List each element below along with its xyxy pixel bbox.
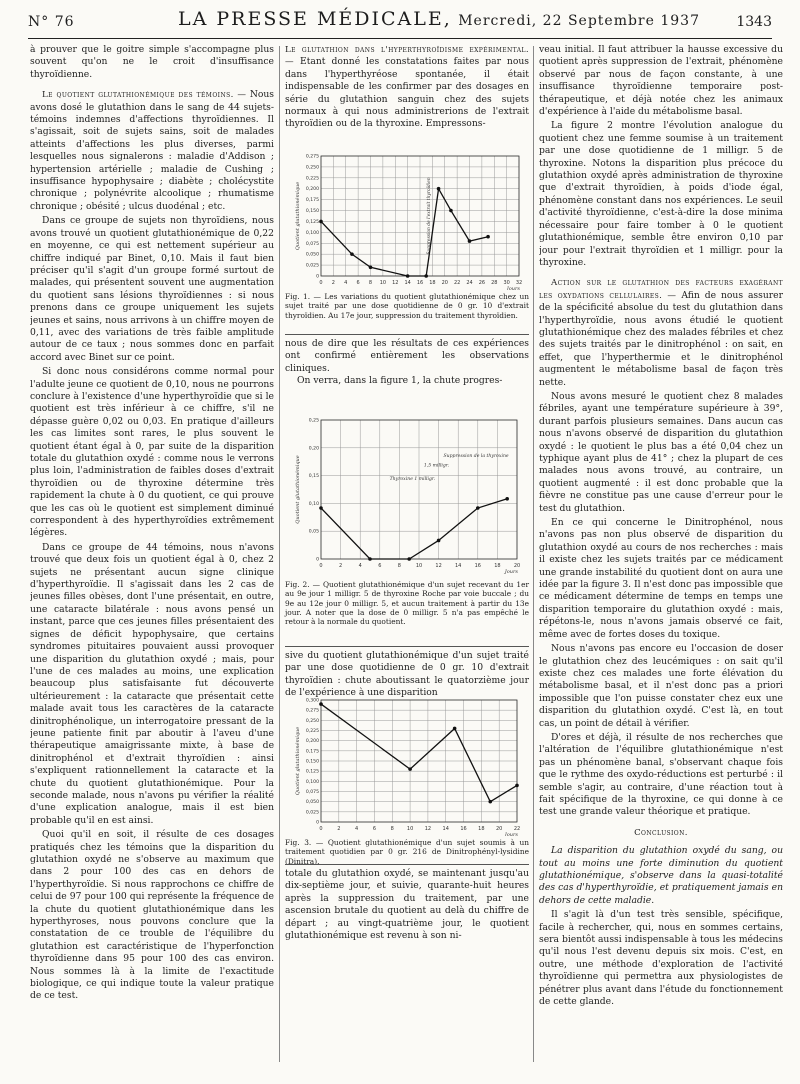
x-tick-label: 18	[478, 826, 485, 832]
conclusion-italic	[539, 845, 783, 907]
data-point	[515, 784, 519, 788]
y-tick-label: 0,10	[308, 501, 319, 507]
x-tick-label: 0	[319, 280, 323, 286]
figure-2-caption	[285, 580, 529, 626]
y-tick-label: 0,075	[305, 790, 319, 795]
paragraph: D'ores et déjà, il résulte de nos recherches que l'altération de l'équilibre glutathionémique n'est pas un phénomène banal, s'observant chaque fois que le rythme des oxydo-réductions est perturbé : il semble s'agir, au contraire, d'une réaction tout à fait spécifique de la thyroxine, ce qui donne à ce test une grande valeur théorique et pratique.	[539, 731, 783, 818]
y-tick-label: 0,05	[308, 529, 319, 535]
y-tick-label: 0,250	[305, 718, 319, 724]
paragraph: Nous avons mesuré le quotient chez 8 malades fébriles, ayant une température supérieure à 39°, durant parfois plusieurs semaines. Dans aucun cas nous n'avons observé de disparition du glutathion oxydé : le quotient le plus bas a été 0,04 chez un typhique ayant plus de 41° ; chez la plupart de ces malades nous avons trouvé, au contraire, un quotient augmenté : il est donc probable que la fièvre ne constitue pas une cause d'erreur pour le test du glutathion.	[539, 390, 783, 514]
figure-1-caption	[285, 292, 529, 320]
data-point	[486, 235, 490, 239]
y-tick-label: 0,225	[305, 176, 319, 182]
y-tick-label: 0	[316, 820, 319, 826]
y-tick-label: 0,15	[308, 474, 319, 480]
x-tick-label: 8	[397, 563, 401, 569]
data-point	[407, 557, 411, 561]
figure-3-chart	[285, 696, 529, 836]
journal-masthead	[178, 8, 700, 30]
y-tick-label: 0,200	[305, 739, 319, 745]
y-axis-label: Quotient glutathionémique	[295, 726, 301, 796]
x-tick-label: 14	[404, 280, 411, 286]
x-tick-label: 6	[378, 563, 382, 569]
paragraph: Dans ce groupe de sujets non thyroïdiens, nous avons trouvé un quotient glutathionémique de 0,22 en moyenne, ce qui est nettement supérieur au chiffre indiqué par Binet, 0,10. Mais il faut bien préciser qu'il s'agit d'un groupe formé surtout de malades, qui présentent souvent une augmentation du quotient sans lésions thyroïdiennes : si nous prenons dans ce groupe uniquement les sujets jeunes et sains, nous arrivons à un chiffre moyen de 0,11, avec des variations de très faible amplitude autour de ce taux ; nous sommes donc en parfait accord avec Binet sur ce point.	[30, 215, 274, 363]
x-tick-label: 16	[474, 563, 481, 569]
x-axis-label: Jours	[506, 286, 520, 290]
x-tick-label: 12	[435, 563, 442, 569]
annotation-label: Suppression de l'extrait thyroïdien	[427, 177, 433, 255]
x-tick-label: 22	[453, 280, 461, 286]
x-tick-label: 0	[319, 826, 323, 832]
x-tick-label: 20	[495, 826, 503, 832]
y-tick-label: 0	[316, 274, 319, 280]
paragraph-text: Nous avons dosé le glutathion dans le sang de 44 sujets-témoins indemnes d'affections thyroïdiennes. Il s'agissait, soit de sujets sains, soit de malades atteints d'affections les plus diverses, parmi lesquelles nous signalerons : maladie d'Addison ; hypertension artérielle ; maladie de Cushing ; insuffisance hypophysaire ; diabète ; cholécystite chronique ; polynévrite alcoolique ; rhumatisme chronique ; obésité ; ulcus duodénal ; etc.	[30, 89, 274, 212]
data-point	[319, 506, 323, 510]
issue-date: Mercredi, 22 Septembre 1937	[458, 13, 700, 29]
paragraph: veau initial. Il faut attribuer la hausse excessive du quotient après suppression de l'extrait, phénomène observé par nous de façon constante, à une insuffisance thyroïdienne temporaire post-thérapeutique, et déjà notée chez les animaux d'expérience à l'aide du métabolisme basal.	[539, 44, 783, 118]
x-tick-label: 18	[429, 280, 436, 286]
annotation-label: 1,5 milligr.	[423, 463, 449, 469]
figure-3	[285, 696, 529, 836]
y-tick-label: 0,100	[305, 230, 319, 236]
figure-1-chart	[285, 150, 529, 290]
x-tick-label: 20	[441, 280, 448, 286]
x-tick-label: 22	[513, 826, 521, 832]
x-tick-label: 2	[337, 826, 341, 832]
y-axis-label: Quotient glutathionémique	[295, 455, 301, 524]
page-number-left: N° 76	[28, 14, 75, 30]
x-tick-label: 24	[466, 280, 473, 286]
paragraph: Si donc nous considérons comme normal pour l'adulte jeune ce quotient de 0,10, nous ne pourrons conclure à l'existence d'une hyperthyroïdie que si le quotient est très inférieur à ce chiffre, s'il ne dépasse guère 0,02 ou 0,03. En pratique d'ailleurs les cas limites sont rares, le plus souvent le quotient étant égal à 0, par suite de la disparition totale du glutathion oxydé : comme nous le verrons plus loin, l'administration de faibles doses d'extrait thyroïdien ou de thyroxine détermine très rapidement la chute à 0 du quotient, ce qui prouve que les cas où le quotient est simplement diminué correspondent à des hyperthyroïdies extrêmement légères.	[30, 366, 274, 539]
y-tick-label: 0,20	[308, 446, 319, 452]
section-heading: Le quotient glutathionémique des témoins. —	[42, 90, 247, 101]
column-3	[539, 44, 783, 1084]
column-1	[30, 44, 274, 1084]
paragraph: En ce qui concerne le Dinitrophénol, nous n'avons pas non plus observé de disparition du glutathion oxydé au cours de nos recherches : mais il existe chez les sujets traités par ce médicament une grande instabilité du quotient dont on aura une idée par la figure 3. Il n'est donc pas impossible que ce médicament détermine de temps en temps une disparition temporaire du glutathion oxydé : mais, répétons-le, nous n'avons jamais observé ce fait, même avec de fortes doses du toxique.	[539, 517, 783, 640]
x-tick-label: 18	[494, 563, 501, 569]
separator	[285, 864, 529, 865]
section-paragraph	[285, 44, 529, 131]
header-rule	[28, 38, 772, 39]
x-tick-label: 16	[416, 280, 424, 286]
y-tick-label: 0,050	[305, 252, 319, 258]
y-tick-label: 0	[316, 557, 319, 563]
caption-text: Fig. 2. — Quotient glutathionémique d'un sujet recevant du 1er au 9e jour 1 milligr. 5 de thyroxine Roche par voie buccale ; du 9e au 12e jour 0 milligr. 5, et aucun traitement à partir du 13e jour. A noter que la dose de 0 milligr. 5 n'a pas empêché le retour à la normale du quotient.	[285, 580, 529, 627]
paragraph: à prouver que le goitre simple s'accompagne plus souvent qu'on ne le croit d'insuffisance thyroïdienne.	[30, 44, 274, 80]
paragraph: Quoi qu'il en soit, il résulte de ces dosages pratiqués chez les témoins que la disparition du glutathion oxydé ne s'observe au maximum que dans 2 pour 100 des cas en dehors de l'hyperthyroïdie. Si nous rapprochons ce chiffre de celui de 97 pour 100 qui représente la fréquence de la chute du quotient glutathionémique dans les hyperthyroses, nous pouvons conclure que la constatation de ce trouble de l'équilibre du glutathion est caractéristique de l'hyperfonction thyroïdienne dans 95 pour 100 des cas environ. Nous sommes là à la limite de l'exactitude biologique, ce qui indique toute la valeur pratique de ce test.	[30, 829, 274, 1002]
figure-3-caption	[285, 838, 529, 866]
x-tick-label: 16	[460, 826, 467, 832]
x-tick-label: 8	[368, 280, 373, 286]
section-paragraph	[539, 277, 783, 389]
data-point	[437, 539, 441, 543]
data-point	[437, 187, 441, 191]
conclusion-text: La disparition du glutathion oxydé du sang, ou tout au moins une forte diminution du quotient glutathionémique, s'observe dans la quasi-totalité des cas d'hyperthyroïdie, et pratiquement jamais en dehors de cette maladie.	[539, 845, 783, 906]
y-tick-label: 0,175	[305, 198, 319, 204]
paragraph: totale du glutathion oxydé, se maintenant jusqu'au dix-septième jour, et suivie, quarante-huit heures après la suppression du traitement, par une ascension brutale du quotient au delà du chiffre de départ ; au vingt-quatrième jour, le quotient glutathionémique est revenu à son ni-	[285, 868, 529, 942]
data-point	[476, 506, 480, 510]
column-divider-2	[533, 46, 534, 1062]
y-tick-label: 0,300	[305, 698, 319, 704]
data-point	[505, 497, 509, 501]
series-line	[321, 704, 517, 802]
x-tick-label: 2	[339, 563, 343, 569]
data-point	[453, 727, 457, 731]
x-tick-label: 2	[331, 280, 335, 286]
x-tick-label: 4	[355, 826, 359, 832]
figure-2-chart	[285, 412, 529, 577]
y-axis-label: Quotient glutathionémique	[295, 181, 301, 251]
x-axis-label: Jours	[504, 569, 518, 575]
x-tick-label: 8	[390, 826, 394, 832]
column-divider-1	[279, 46, 280, 1062]
annotation-label: Suppression de la thyroxine	[443, 454, 509, 460]
section-paragraph	[30, 89, 274, 213]
separator	[285, 334, 529, 335]
data-point	[350, 252, 354, 256]
y-tick-label: 0,150	[305, 759, 319, 765]
paragraph-text: Afin de nous assurer de la spécificité absolue du test du glutathion dans l'hyperthyroïdie, nous avons étudié le quotient glutathionémique chez des malades fébriles et chez des sujets traités par le dinitrophénol : on sait, en effet, que l'hyperthermie et le dinitrophénol augmentent le métabolisme basal de façon très nette.	[539, 289, 783, 388]
data-point	[319, 702, 323, 706]
paragraph: Il s'agit là d'un test très sensible, spécifique, facile à rechercher, qui, nous en sommes certains, sera bientôt aussi indispensable à tous les médecins qu'il nous l'est devenu depuis six mois. C'est, en outre, une méthode d'exploration de l'activité thyroïdienne qui permettra aux physiologistes de pénétrer plus avant dans l'étude du fonctionnement de cette glande.	[539, 909, 783, 1008]
y-tick-label: 0,275	[305, 708, 319, 714]
column-2-text-c	[285, 868, 529, 942]
data-point	[468, 239, 472, 243]
data-point	[319, 220, 323, 224]
x-tick-label: 12	[392, 280, 399, 286]
data-point	[424, 274, 428, 278]
x-tick-label: 28	[491, 280, 498, 286]
x-tick-label: 4	[344, 280, 348, 286]
y-tick-label: 0,250	[305, 165, 319, 171]
x-tick-label: 10	[415, 563, 423, 569]
y-tick-label: 0,025	[305, 263, 319, 269]
data-point	[449, 209, 453, 213]
y-tick-label: 0,150	[305, 209, 319, 215]
y-tick-label: 0,225	[305, 729, 319, 734]
journal-title: LA PRESSE MÉDICALE,	[178, 8, 452, 30]
y-tick-label: 0,100	[305, 779, 319, 785]
x-tick-label: 30	[503, 280, 510, 286]
column-2-text-a	[285, 338, 529, 388]
y-tick-label: 0,175	[305, 749, 319, 755]
y-tick-label: 0,125	[305, 769, 319, 775]
column-2-text-b	[285, 650, 529, 700]
paragraph: Dans ce groupe de 44 témoins, nous n'avons trouvé que deux fois un quotient égal à 0, chez 2 sujets ne présentant aucun signe clinique d'hyperthyroïdie. Il s'agissait dans les 2 cas de jeunes filles obèses, dont l'une présentait, en outre, une cataracte bilatérale : nous avons pensé un instant, parce que ces jeunes filles présentaient des signes de déficit hypophysaire, que certains syndromes pituitaires pouvaient aussi provoquer une disparition du glutathion oxydé ; mais, pour l'une de ces malades au moins, une explication beaucoup plus satisfaisante fut découverte ultérieurement : la cataracte que présentait cette malade avait tous les caractères de la cataracte dinitrophénolique, un interrogatoire pressant de la jeune patiente finit par aboutir à l'aveu d'une thérapeutique amaigrissante mixte, à base de dinitrophénol et d'extrait thyroïdien : ainsi s'expliquent rationnellement la cataracte et la chute du quotient glutathionémique. Pour la seconde malade, nous n'avons pu vérifier la réalité d'une explication analogue, mais il est bien probable qu'il en est ainsi.	[30, 541, 274, 826]
data-point	[408, 767, 412, 771]
conclusion-heading: Conclusion.	[634, 827, 688, 838]
data-point	[368, 557, 372, 561]
y-tick-label: 0,050	[305, 800, 319, 806]
page-header	[28, 8, 772, 38]
paragraph: nous de dire que les résultats de ces expériences ont confirmé entièrement les observations cliniques.	[285, 338, 529, 374]
column-2-top	[285, 44, 529, 152]
y-tick-label: 0,275	[305, 154, 319, 160]
annotation-label: Thyroxine 1 milligr.	[389, 477, 436, 483]
x-axis-label: Jours	[504, 832, 518, 836]
section-heading: Le glutathion dans l'hyperthyroïdisme expérimental. —	[285, 45, 529, 68]
page-number-right: 1343	[736, 14, 772, 30]
x-tick-label: 4	[358, 563, 362, 569]
figure-1	[285, 150, 529, 290]
figure-2	[285, 412, 529, 577]
paragraph: sive du quotient glutathionémique d'un sujet traité par une dose quotidienne de 0 gr. 10 d'extrait thyroïdien : chute aboutissant le quatorzième jour de l'expérience à une disparition	[285, 650, 529, 699]
x-tick-label: 10	[379, 280, 387, 286]
x-tick-label: 14	[442, 826, 449, 832]
caption-text: Fig. 3. — Quotient glutathionémique d'un sujet soumis à un traitement quotidien par 0 gr. 216 de Dinitrophényl-lysidine (Dinitra).	[285, 838, 529, 866]
separator	[285, 646, 529, 647]
caption-text: Fig. 1. — Les variations du quotient glutathionémique chez un sujet traité par une dose quotidienne de 0 gr. 10 d'extrait thyroïdien. Au 17e jour, suppression du traitement thyroïdien.	[285, 292, 529, 320]
y-tick-label: 0,200	[305, 187, 319, 193]
data-point	[406, 274, 410, 278]
data-point	[369, 265, 373, 269]
x-tick-label: 10	[406, 826, 414, 832]
data-point	[488, 800, 492, 804]
y-tick-label: 0,075	[305, 241, 319, 247]
x-tick-label: 14	[455, 563, 462, 569]
x-tick-label: 0	[319, 563, 323, 569]
y-tick-label: 0,125	[305, 219, 319, 225]
x-tick-label: 6	[356, 280, 360, 286]
x-tick-label: 6	[372, 826, 377, 832]
x-tick-label: 20	[513, 563, 521, 569]
x-tick-label: 26	[478, 280, 486, 286]
x-tick-label: 12	[424, 826, 432, 832]
paragraph: On verra, dans la figure 1, la chute progres-	[297, 375, 503, 387]
paragraph: Nous n'avons pas encore eu l'occasion de doser le glutathion chez des leucémiques : on sait qu'il existe chez ces malades une forte élévation du métabolisme basal, et il n'est donc pas a priori impossible que l'on puisse constater chez eux une disparition du glutathion oxydé. C'est là, en tout cas, un point de détail à vérifier.	[539, 643, 783, 729]
paragraph-text: Etant donné les constatations faites par nous dans l'hyperthyréose spontanée, il était indispensable de les confirmer par des dosages en série du glutathion sanguin chez des sujets normaux à qui nous administrerions de l'extrait thyroïdien ou de la thyroxine. Empressons-	[285, 56, 529, 130]
paragraph: La figure 2 montre l'évolution analogue du quotient chez une femme soumise à un traitement par une dose quotidienne de 1 milligr. 5 de thyroxine. Notons la disparition plus précoce du glutathion oxydé après administration de thyroxine que d'extrait thyroïdien, à poids d'iode égal, phénomène constant dans nos expériences. Le seuil d'activité thyroïdienne, c'est-à-dire la dose minima nécessaire pour faire tomber à 0 le quotient glutathionémique, semble être environ 0,10 par jour pour l'extrait thyroïdien et 1 milligr. pour la thyroxine.	[539, 120, 783, 268]
y-tick-label: 0,025	[305, 810, 319, 816]
x-tick-label: 32	[515, 280, 523, 286]
section-heading: Action sur le glutathion des facteurs exagérant les oxydations cellulaires. —	[539, 278, 783, 301]
y-tick-label: 0,25	[308, 418, 319, 424]
